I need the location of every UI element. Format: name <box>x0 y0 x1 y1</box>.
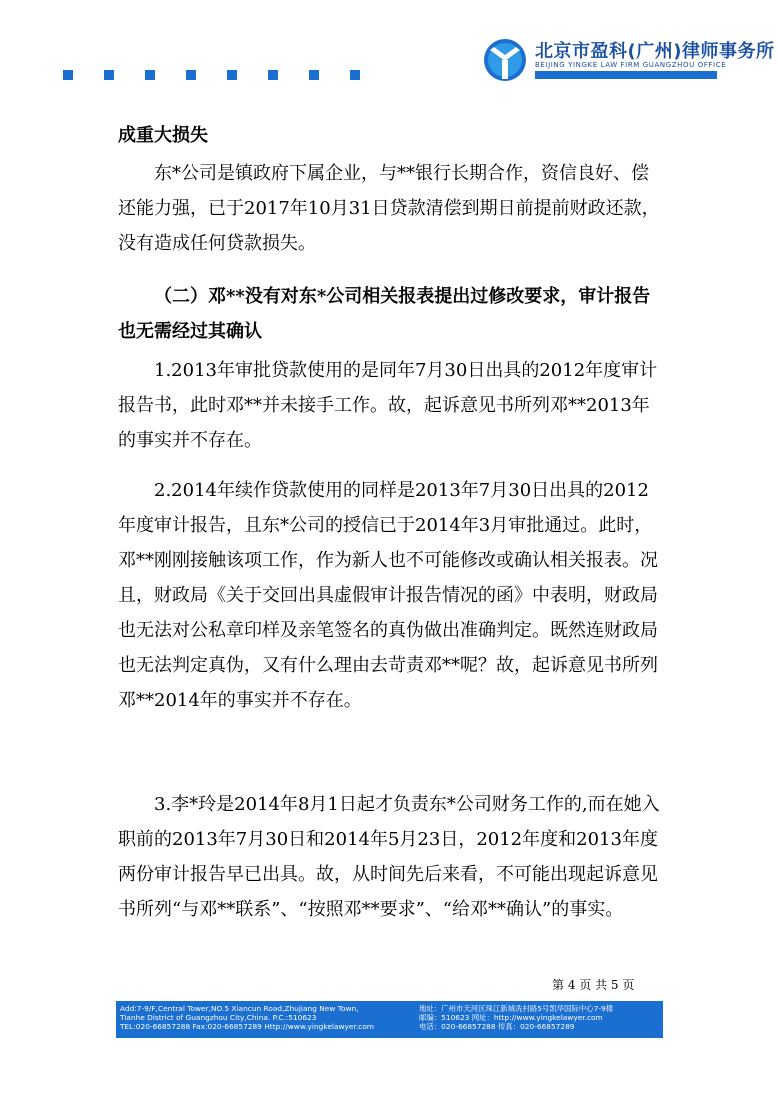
footer-cn-contact: 电话：020-66857288 传真：020-66857289 <box>419 1022 575 1032</box>
paragraph: 2.2014年续作贷款使用的同样是2013年7月30日出具的2012年度审计报告，且东*公司的授信已于2014年3月审批通过。此时，邓**刚刚接触该项工作，作为新人也不可能修改或确认相关报表。况且，财政局《关于交回出具虚假审计报告情况的函》中表明，财政局也无法对公私章印样及亲笔签名的真伪做出准确判定。既然连财政局也无法判定真伪，又有什么理由去苛责邓**呢？故，起诉意见书所列邓**2014年的事实并不存在。 <box>118 480 658 711</box>
paragraph: 3.李*玲是2014年8月1日起才负责东*公司财务工作的,而在她入职前的2013年7月30日和2014年5月23日，2012年度和2013年度两份审计报告早已出具。故，从时间先后来看，不可能出现起诉意见书所列“与邓**联系”、“按照邓**要求”、“给邓**确认”的事实。 <box>118 794 660 920</box>
header-dot <box>350 70 360 80</box>
firm-name-cn: 北京市盈科(广州)律师事务所 <box>535 41 775 62</box>
header-dot <box>145 70 155 80</box>
header-dot <box>309 70 319 80</box>
firm-logo-icon <box>483 38 527 82</box>
header-dot <box>186 70 196 80</box>
header-underline-bar <box>535 71 717 79</box>
footer-cn-postcode: 邮编：510623 网址：http://www.yingkelawyer.com <box>419 1013 603 1023</box>
firm-name-en: BEIJING YINGKE LAW FIRM GUANGZHOU OFFICE <box>535 61 727 69</box>
header-dot <box>268 70 278 80</box>
header-dot <box>104 70 114 80</box>
footer-chinese <box>419 1004 663 1032</box>
page-number: 第 4 页 共 5 页 <box>552 978 635 992</box>
footer-en-address: Add:7-9/F,Central Tower,NO.5 Xiancun Road,Zhujiang New Town, <box>120 1004 359 1013</box>
footer-cn-address: 地址：广州市天河区珠江新城冼村路5号凯华国际中心7-9楼 <box>419 1004 614 1013</box>
header-dot <box>63 70 73 80</box>
footer-en-contact: TEL:020-66857288 Fax:020-66857289 Http://www.yingkelawyer.com <box>120 1022 374 1032</box>
footer-bar <box>116 1001 663 1038</box>
footer-english <box>120 1004 410 1032</box>
header-dot <box>227 70 237 80</box>
continued-heading: 成重大损失 <box>118 125 208 146</box>
footer-en-district: Tianhe District of Guangzhou City,China. P.C.:510623 <box>120 1013 317 1023</box>
paragraph: 东*公司是镇政府下属企业，与**银行长期合作，资信良好、偿还能力强，已于2017年10月31日贷款清偿到期日前提前财政还款，没有造成任何贷款损失。 <box>118 163 660 254</box>
paragraph: 1.2013年审批贷款使用的是同年7月30日出具的2012年度审计报告书，此时邓**并未接手工作。故，起诉意见书所列邓**2013年的事实并不存在。 <box>118 360 658 451</box>
section-heading: （二）邓**没有对东*公司相关报表提出过修改要求，审计报告也无需经过其确认 <box>118 286 651 342</box>
